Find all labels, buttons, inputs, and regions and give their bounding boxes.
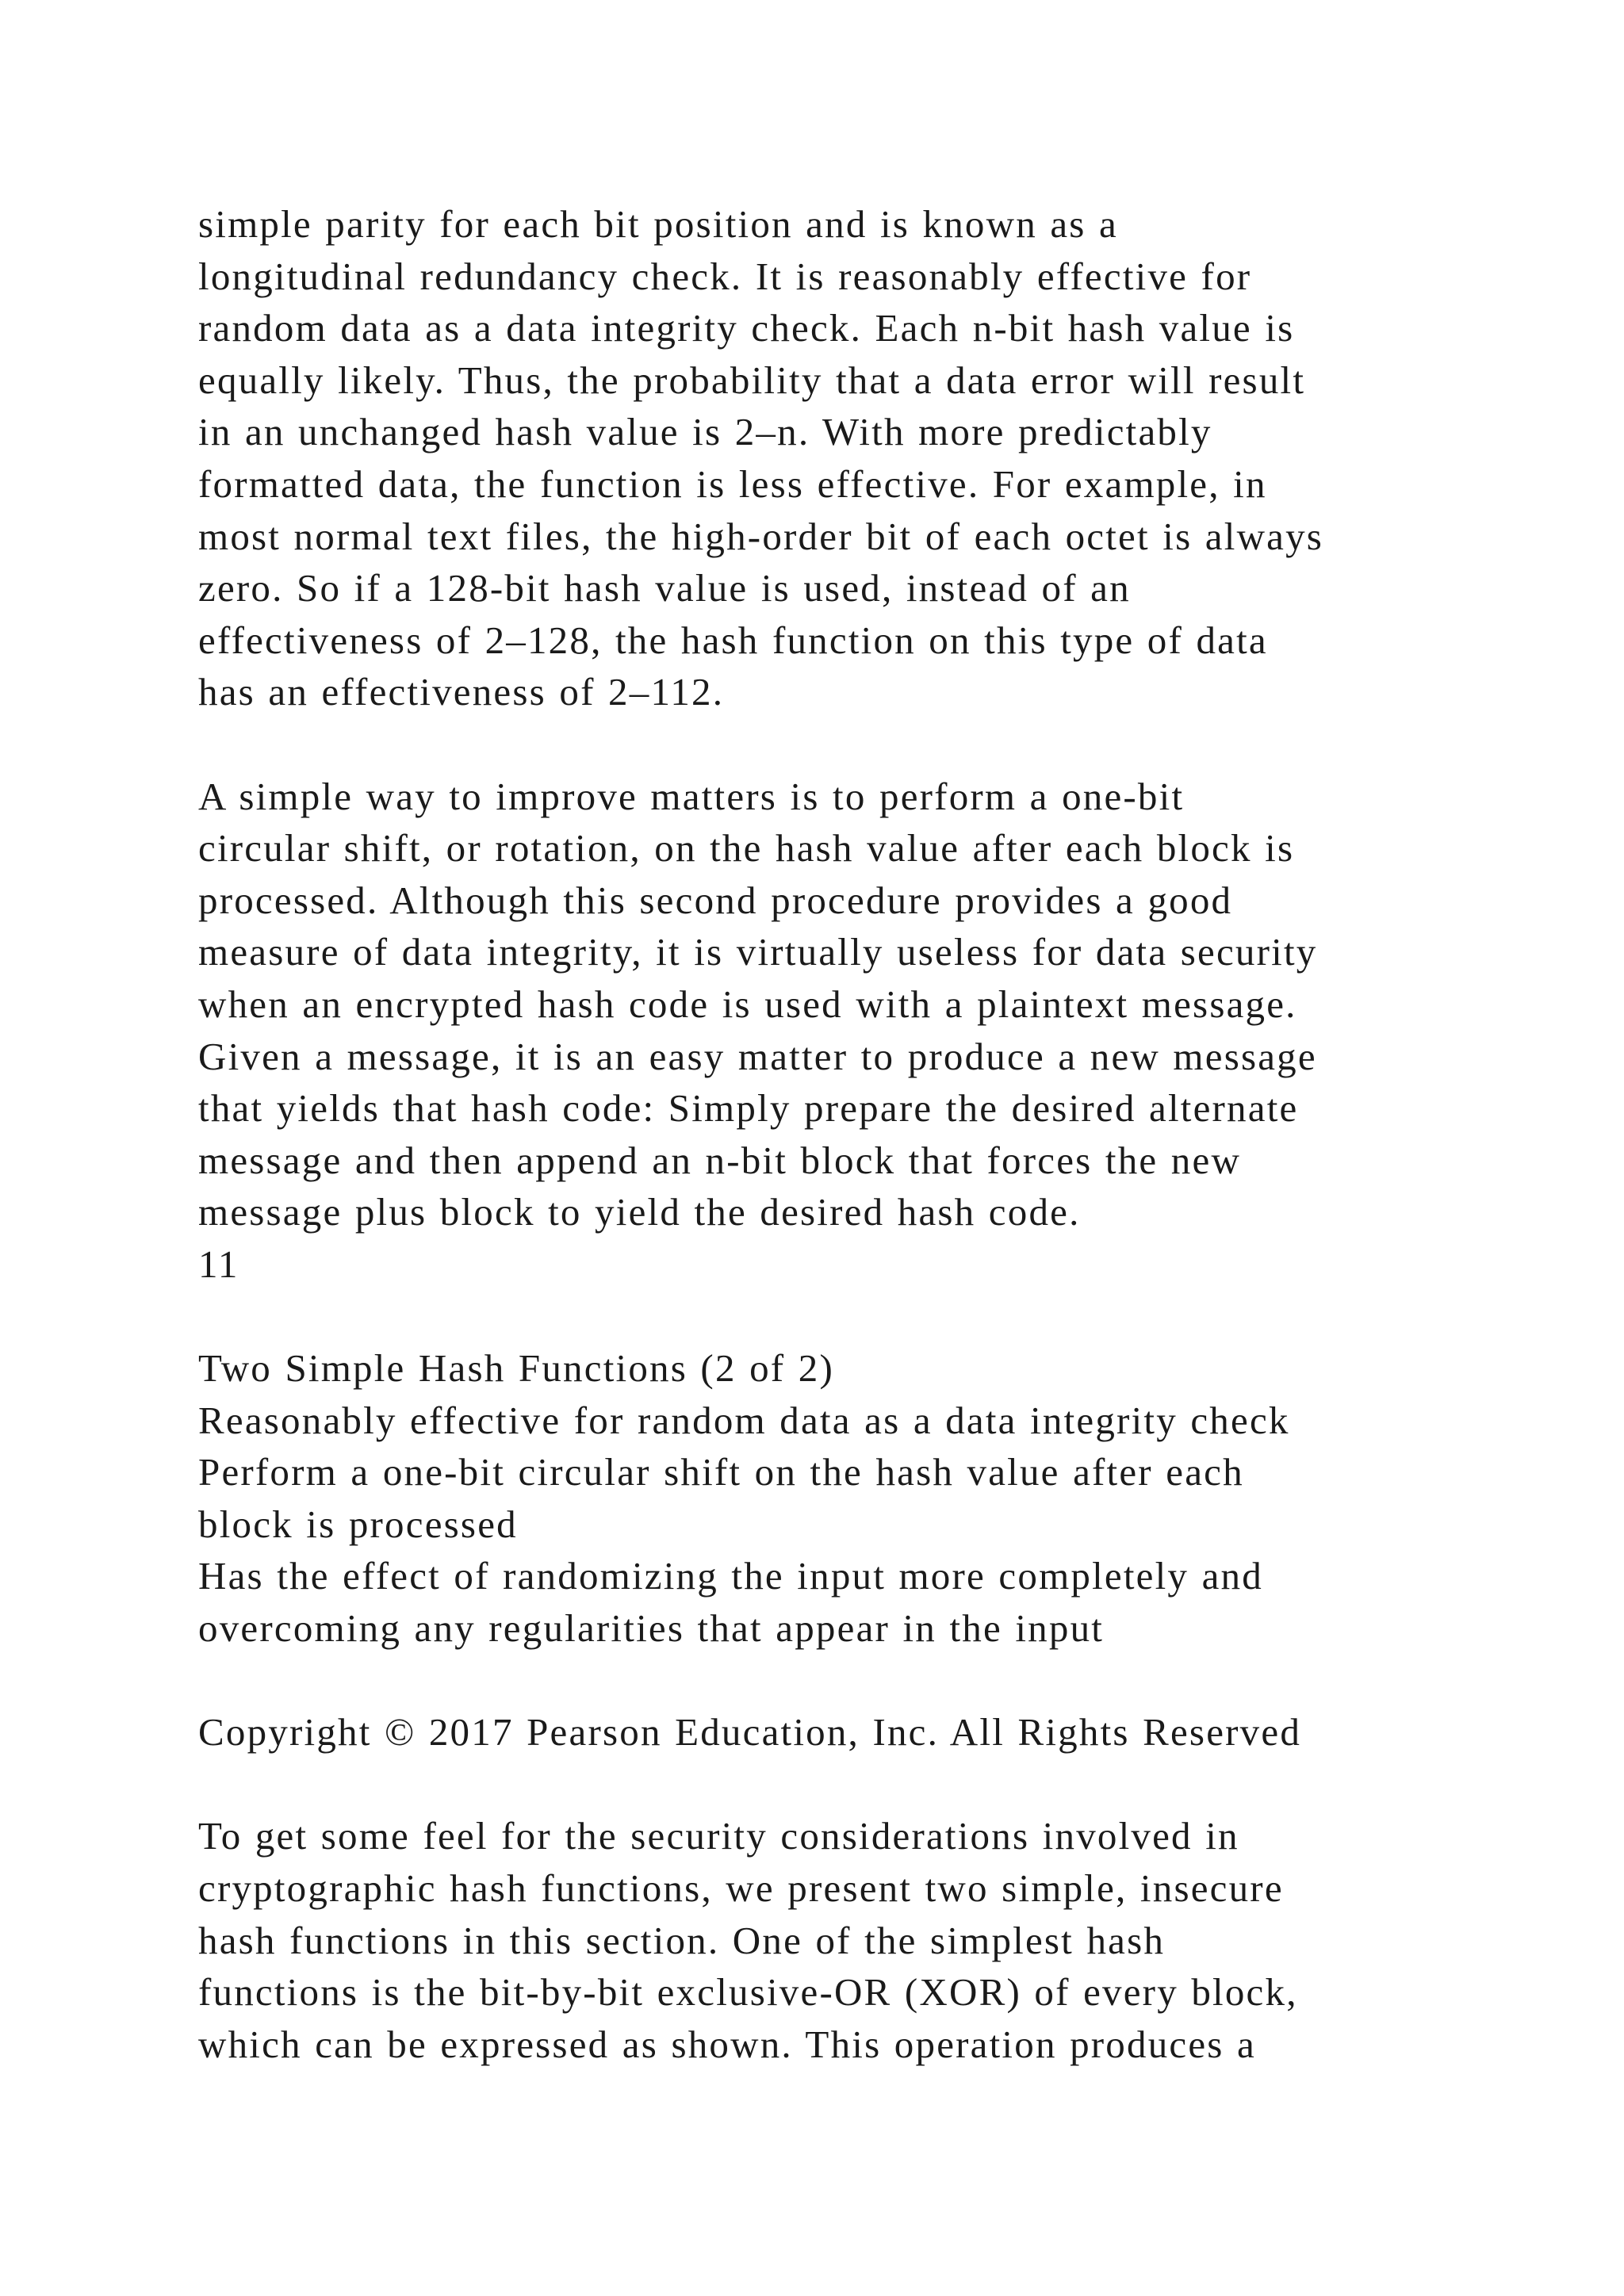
- paragraph-rotation: [198, 771, 1483, 1238]
- text-line: functions is the bit-by-bit exclusive-OR (XOR) of every block,: [198, 1970, 1298, 2015]
- paragraph-xor: [198, 1810, 1483, 2070]
- text-line: has an effectiveness of 2–112.: [198, 670, 725, 714]
- text-line: Given a message, it is an easy matter to produce a new message: [198, 1034, 1317, 1078]
- slide-title: Two Simple Hash Functions (2 of 2): [198, 1346, 834, 1391]
- text-line: simple parity for each bit position and is known as a: [198, 202, 1118, 246]
- text-line: circular shift, or rotation, on the hash value after each block is: [198, 826, 1295, 871]
- document-page: [198, 198, 1483, 2070]
- text-line: effectiveness of 2–128, the hash function on this type of data: [198, 618, 1268, 662]
- text-line: A simple way to improve matters is to perform a one-bit: [198, 774, 1185, 818]
- slide-bullet: overcoming any regularities that appear in the input: [198, 1606, 1105, 1651]
- text-line: To get some feel for the security considerations involved in: [198, 1814, 1239, 1858]
- text-line: in an unchanged hash value is 2–n. With more predictably: [198, 410, 1212, 454]
- slide-section: [198, 1342, 1483, 1655]
- text-line: formatted data, the function is less effective. For example, in: [198, 461, 1267, 506]
- text-line: which can be expressed as shown. This operation produces a: [198, 2022, 1256, 2066]
- text-line: message and then append an n-bit block that forces the new: [198, 1138, 1242, 1182]
- text-line: random data as a data integrity check. Each n-bit hash value is: [198, 306, 1295, 350]
- text-line: most normal text files, the high-order bit of each octet is always: [198, 514, 1324, 558]
- text-line: equally likely. Thus, the probability that a data error will result: [198, 358, 1306, 402]
- paragraph-parity: [198, 198, 1483, 718]
- paragraph-gap: [198, 1290, 1483, 1342]
- slide-bullet: block is processed: [198, 1502, 518, 1546]
- text-line: zero. So if a 128-bit hash value is used, instead of an: [198, 566, 1131, 610]
- paragraph-gap: [198, 718, 1483, 771]
- slide-bullet: Perform a one-bit circular shift on the hash value after each: [198, 1450, 1244, 1494]
- slide-bullet: Reasonably effective for random data as a data integrity check: [198, 1398, 1290, 1442]
- slide-bullet: Has the effect of randomizing the input more completely and: [198, 1554, 1263, 1598]
- text-line: message plus block to yield the desired hash code.: [198, 1190, 1081, 1234]
- text-line: cryptographic hash functions, we present two simple, insecure: [198, 1866, 1284, 1910]
- slide-number: 11: [198, 1242, 239, 1286]
- paragraph-gap: [198, 1655, 1483, 1707]
- text-line: hash functions in this section. One of the simplest hash: [198, 1918, 1166, 1962]
- copyright-notice: Copyright © 2017 Pearson Education, Inc. All Rights Reserved: [198, 1710, 1302, 1755]
- text-line: longitudinal redundancy check. It is reasonably effective for: [198, 254, 1252, 298]
- text-line: measure of data integrity, it is virtually useless for data security: [198, 930, 1318, 974]
- text-line: when an encrypted hash code is used with a plaintext message.: [198, 982, 1297, 1026]
- text-line: that yields that hash code: Simply prepare the desired alternate: [198, 1086, 1299, 1131]
- text-line: processed. Although this second procedure provides a good: [198, 878, 1233, 922]
- paragraph-gap: [198, 1758, 1483, 1811]
